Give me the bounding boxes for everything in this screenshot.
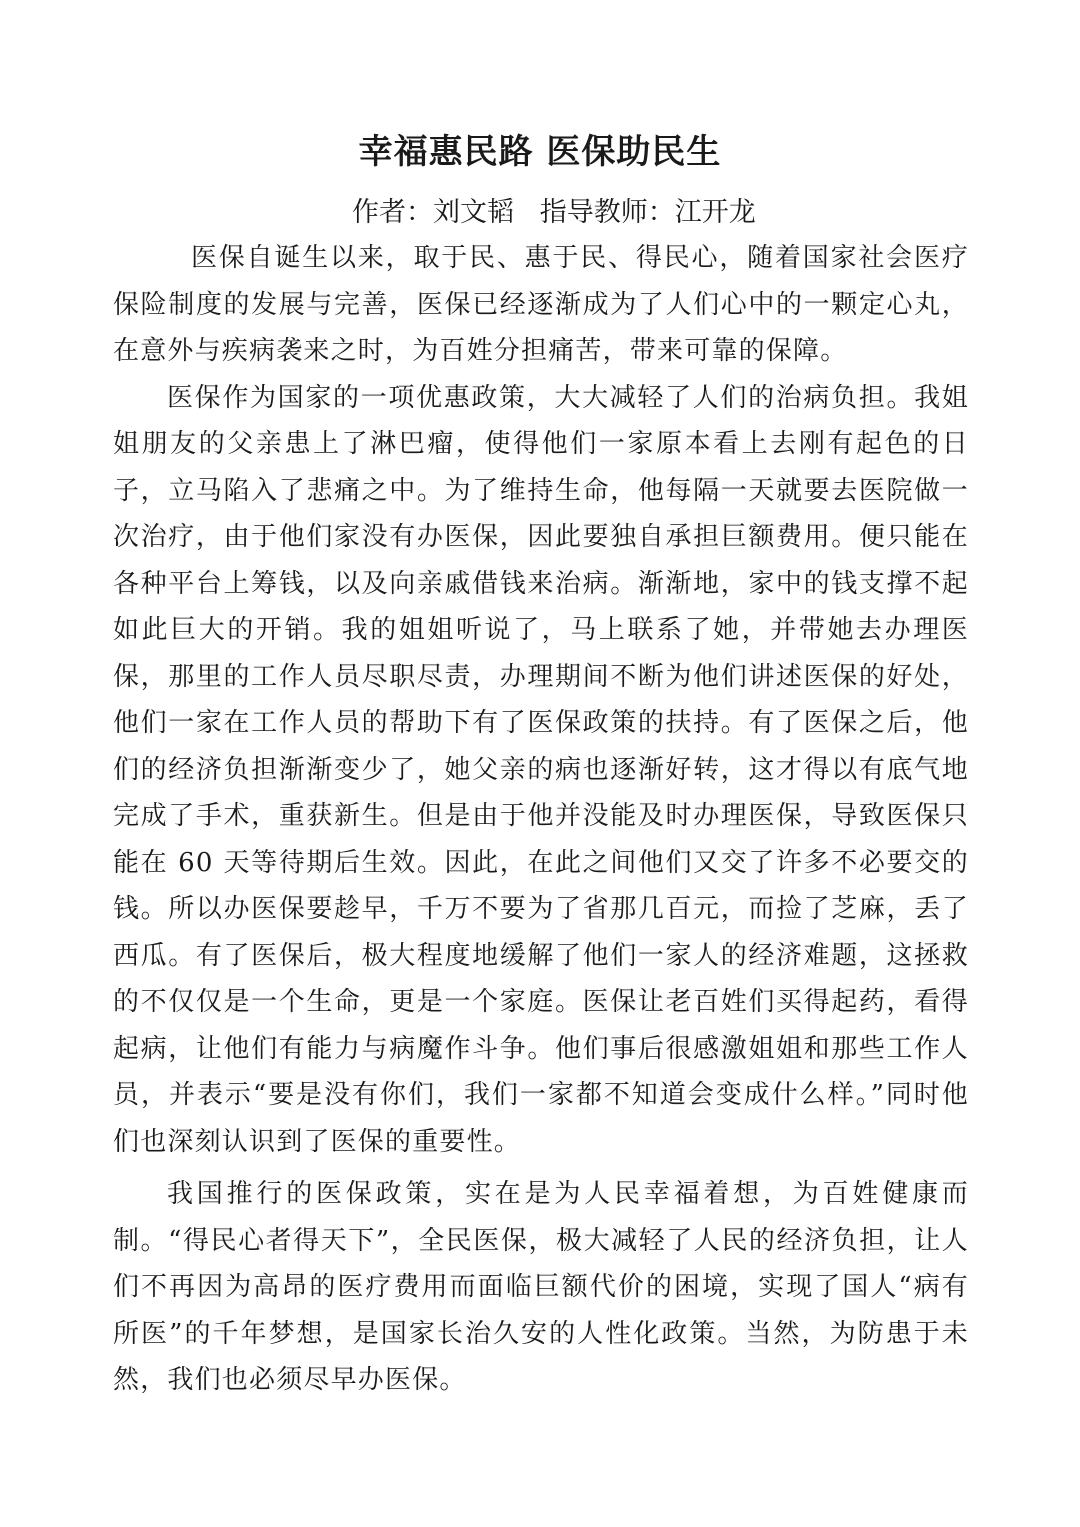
paragraph-intro: 医保自诞生以来，取于民、惠于民、得民心，随着国家社会医疗保险制度的发展与完善，医保已经逐渐成为了人们心中的一颗定心丸，在意外与疾病袭来之时，为百姓分担痛苦，带来可靠的保障。: [113, 243, 969, 366]
paragraph-conclusion: 我国推行的医保政策，实在是为人民幸福着想，为百姓健康而制。“得民心者得天下”，全民医保，极大减轻了人民的经济负担，让人们不再因为高昂的医疗费用而面临巨额代价的困境，实现了国人“病有所医”的千年梦想，是国家长治久安的人性化政策。当然，为防患于未然，我们也必须尽早办医保。: [113, 1179, 969, 1395]
author-byline: 作者：刘文韬 指导教师：江开龙: [352, 197, 756, 228]
paragraph-story: 医保作为国家的一项优惠政策，大大减轻了人们的治病负担。我姐姐朋友的父亲患上了淋巴瘤，使得他们一家原本看上去刚有起色的日子，立马陷入了悲痛之中。为了维持生命，他每隔一天就要去医院做一次治疗，由于他们家没有办医保，因此要独自承担巨额费用。便只能在各种平台上筹钱，以及向亲戚借钱来治病。渐渐地，家中的钱支撑不起如此巨大的开销。我的姐姐听说了，马上联系了她，并带她去办理医保，那里的工作人员尽职尽责，办理期间不断为他们讲述医保的好处，他们一家在工作人员的帮助下有了医保政策的扶持。有了医保之后，他们的经济负担渐渐变少了，她父亲的病也逐渐好转，这才得以有底气地完成了手术，重获新生。但是由于他并没能及时办理医保，导致医保只能在 60 天等待期后生效。因此，在此之间他们又交了许多不必要交的钱。所以办医保要趁早，千万不要为了省那几百元，而捡了芝麻，丢了西瓜。有了医保后，极大程度地缓解了他们一家人的经济难题，这拯救的不仅仅是一个生命，更是一个家庭。医保让老百姓们买得起药，看得起病，让他们有能力与病魔作斗争。他们事后很感激姐姐和那些工作人员，并表示“要是没有你们，我们一家都不知道会变成什么样。”同时他们也深刻认识到了医保的重要性。: [113, 382, 969, 1157]
essay-title: 幸福惠民路 医保助民生: [358, 132, 722, 172]
essay-body: [113, 235, 969, 1404]
